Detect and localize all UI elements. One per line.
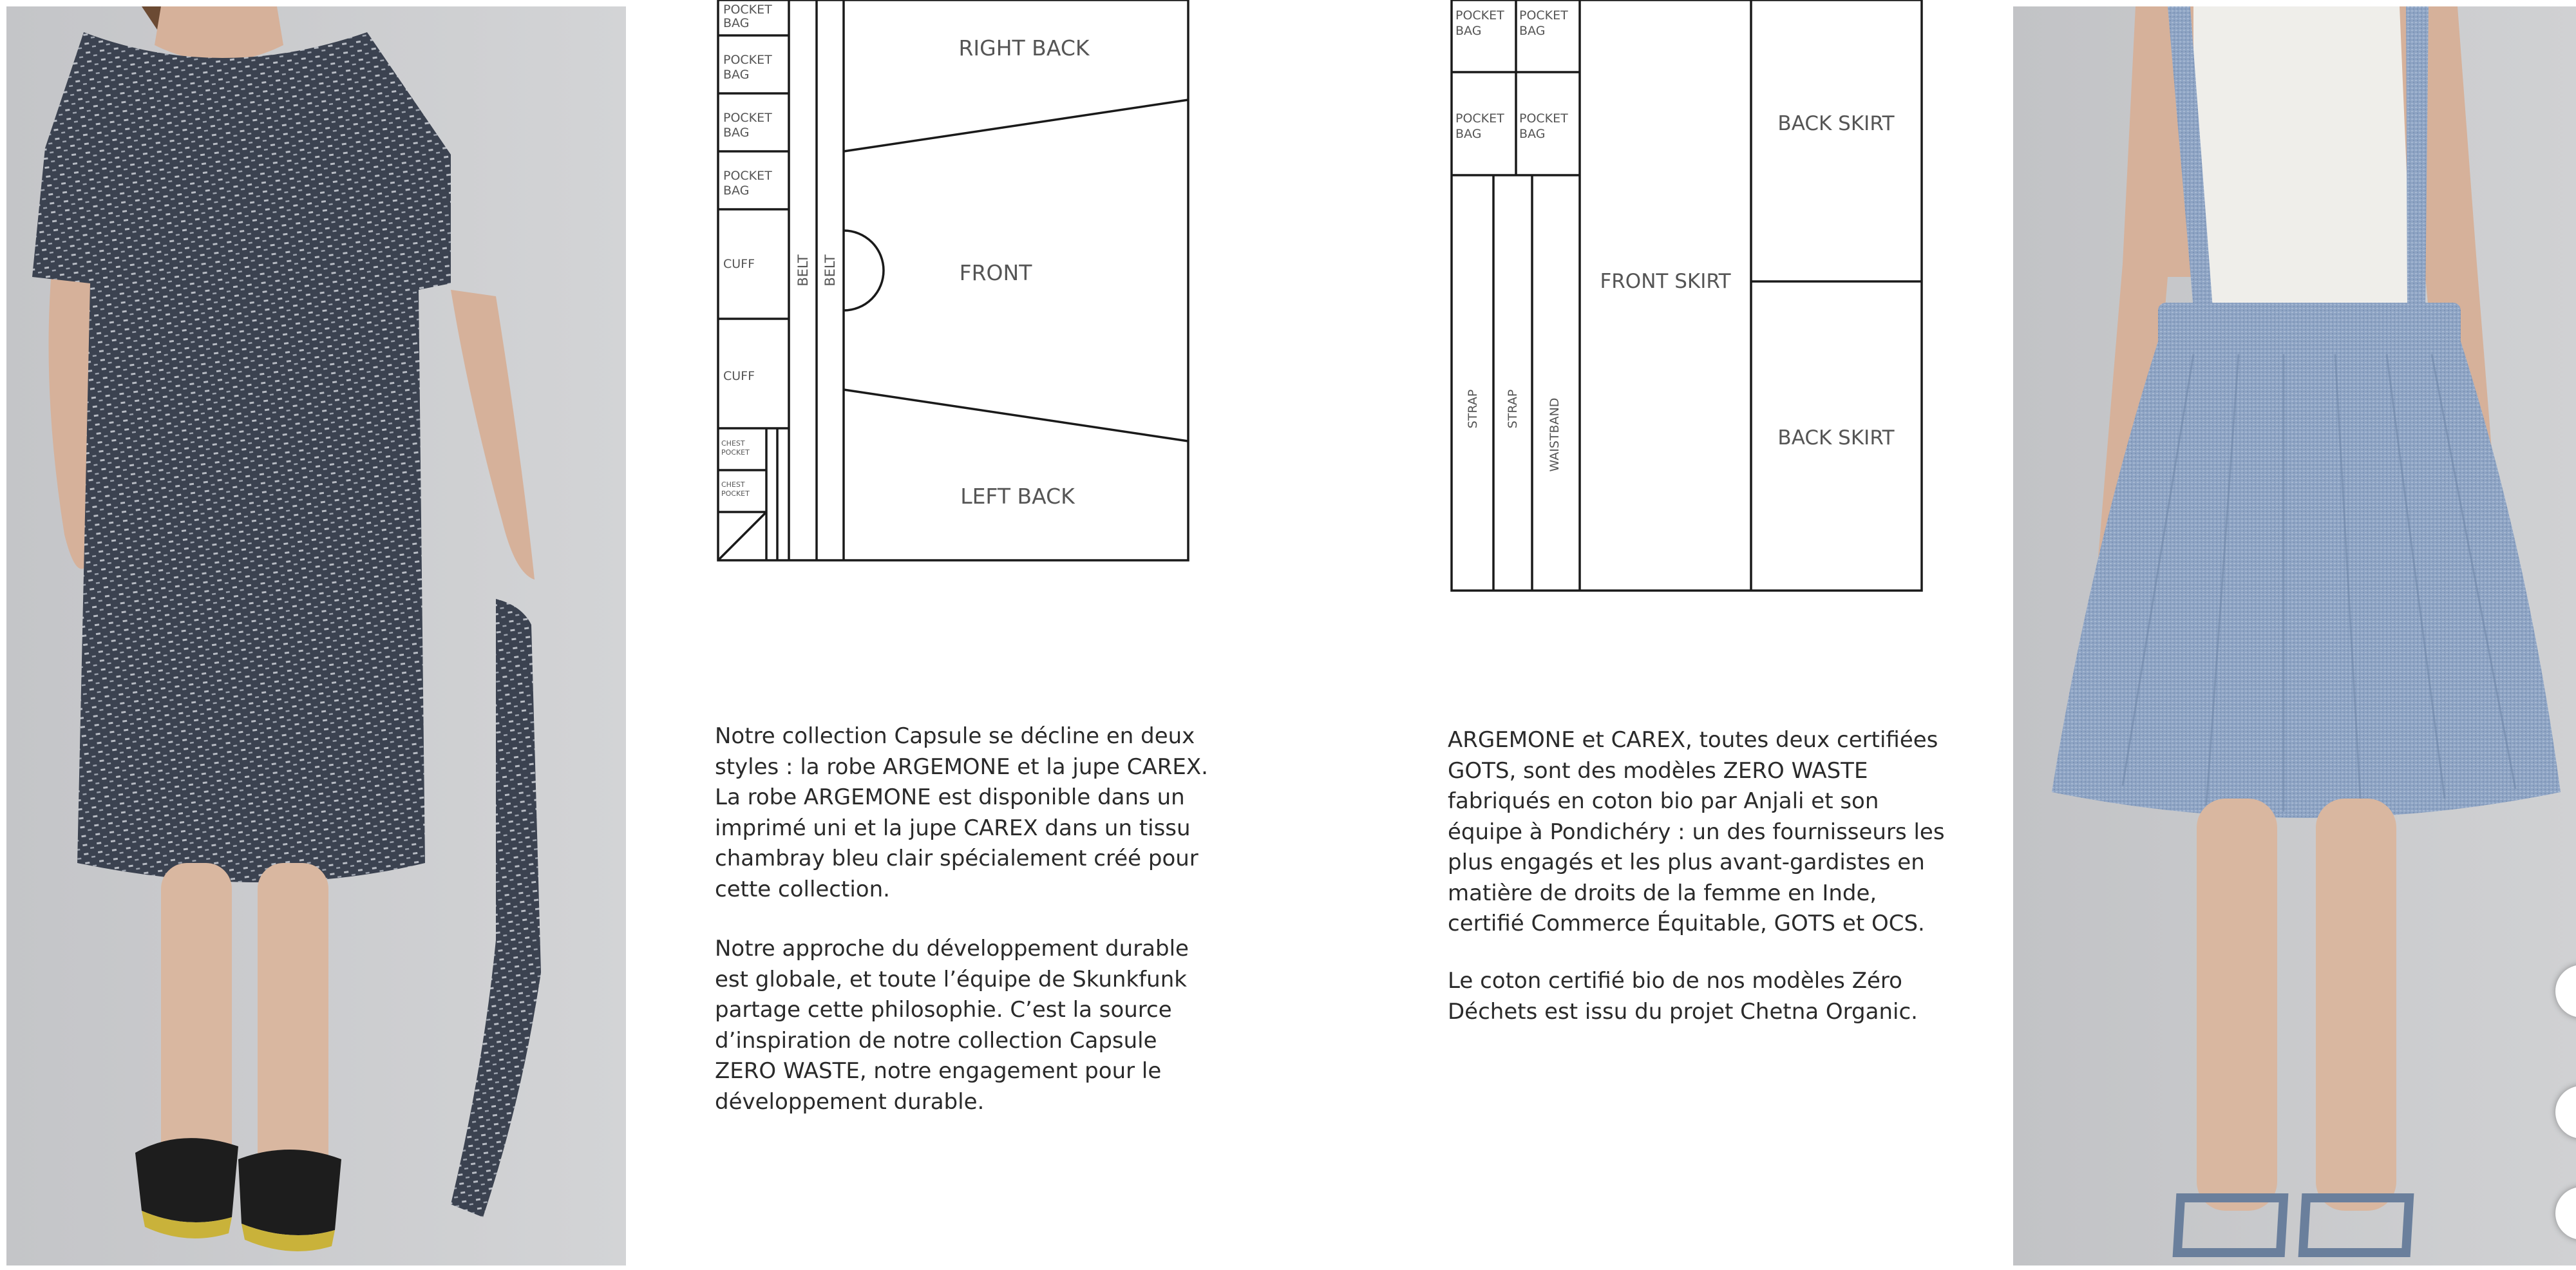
right-back-label: RIGHT BACK bbox=[958, 35, 1090, 61]
pocket-bag-label: POCKET bbox=[1455, 8, 1504, 23]
pocket-bag-label: BAG bbox=[723, 126, 750, 140]
pocket-bag-label: BAG bbox=[1455, 24, 1482, 38]
pocket-bag-label: POCKET bbox=[723, 3, 772, 17]
pocket-bag-label: BAG bbox=[723, 184, 750, 198]
waistband-label: WAISTBAND bbox=[1548, 397, 1562, 472]
belt-label: BELT bbox=[795, 254, 811, 287]
dress-model-photo bbox=[6, 6, 626, 1265]
pocket-bag-label: POCKET bbox=[723, 111, 772, 125]
chest-pocket-label: POCKET bbox=[721, 489, 750, 498]
dress-pattern-diagram bbox=[715, 0, 1198, 567]
pocket-bag-label: BAG bbox=[1455, 127, 1482, 141]
pocket-bag-label: BAG bbox=[723, 16, 750, 30]
pocket-bag-label: POCKET bbox=[1519, 111, 1568, 126]
skirt-model-photo bbox=[2013, 6, 2576, 1265]
belt-label: BELT bbox=[822, 254, 838, 287]
chest-pocket-label: POCKET bbox=[721, 448, 750, 457]
chest-pocket-label: CHEST bbox=[721, 439, 745, 448]
pocket-bag-label: POCKET bbox=[1455, 111, 1504, 126]
front-label: FRONT bbox=[959, 260, 1032, 285]
left-back-label: LEFT BACK bbox=[960, 484, 1075, 509]
front-skirt-label: FRONT SKIRT bbox=[1600, 270, 1731, 293]
organic-cotton-paragraph: Le coton certifié bio de nos modèles Zéro Déchets est issu du projet Chetna Organic. bbox=[1448, 968, 1918, 1025]
cuff-label: CUFF bbox=[723, 369, 755, 383]
strap-label: STRAP bbox=[1466, 389, 1480, 429]
back-skirt-label: BACK SKIRT bbox=[1777, 426, 1895, 450]
pocket-bag-label: POCKET bbox=[1519, 8, 1568, 23]
pocket-bag-label: BAG bbox=[723, 68, 750, 82]
back-skirt-label: BACK SKIRT bbox=[1777, 112, 1895, 135]
skirt-pattern-diagram bbox=[1446, 0, 1929, 599]
sustainability-paragraph: Notre approche du développement durable est globale, et toute l’équipe de Skunkfunk partage cette philosophie. C’est la source d’inspiration de notre collection Capsule ZERO WASTE, notre engagement pour le développement durable. bbox=[715, 936, 1189, 1115]
pocket-bag-label: POCKET bbox=[723, 169, 772, 183]
cuff-label: CUFF bbox=[723, 257, 755, 271]
pocket-bag-label: BAG bbox=[1519, 24, 1546, 38]
strap-label: STRAP bbox=[1506, 389, 1520, 429]
certification-paragraph: ARGEMONE et CAREX, toutes deux certifiées GOTS, sont des modèles ZERO WASTE fabriqués en coton bio par Anjali et son équipe à Pondichéry : un des fournisseurs les plus engagés et les plus avant-gardistes en matière de droits de la femme en Inde, certifié Commerce Équitable, GOTS et OCS. bbox=[1448, 727, 1945, 936]
pocket-bag-label: POCKET bbox=[723, 53, 772, 67]
collection-intro-paragraph: Notre collection Capsule se décline en deux styles : la robe ARGEMONE et la jupe CAREX. La robe ARGEMONE est disponible dans un imprimé uni et la jupe CAREX dans un tissu chambray bleu clair spécialement créé pour cette collection. bbox=[715, 723, 1208, 902]
pocket-bag-label: BAG bbox=[1519, 127, 1546, 141]
chest-pocket-label: CHEST bbox=[721, 480, 745, 489]
